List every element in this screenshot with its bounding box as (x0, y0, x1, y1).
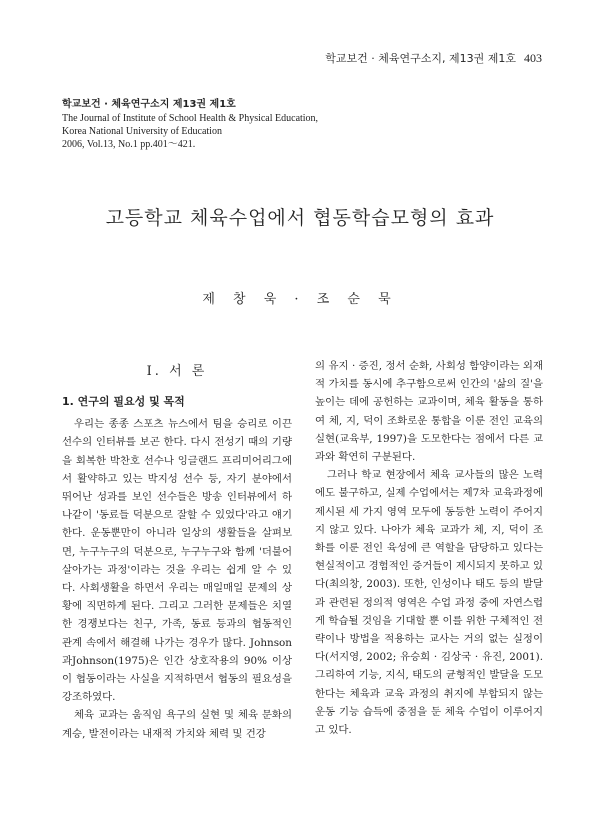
paragraph: 체육 교과는 움직임 욕구의 실현 및 체육 문화의 계승, 발전이라는 내재적 가치와 체력 및 건강 (62, 709, 292, 740)
article-authors: 제 창 욱 · 조 순 묵 (202, 292, 398, 307)
running-header (325, 50, 542, 66)
page-number: 403 (524, 51, 542, 65)
left-column (62, 357, 292, 743)
right-column (315, 357, 543, 739)
university-name: Korea National University of Education (62, 126, 222, 137)
paragraph: 그러나 학교 현장에서 체육 교사들의 많은 노력에도 불구하고, 실제 수업에서는 제7차 교육과정에 제시된 세 가지 영역 모두에 동등한 노력이 주어지지 않고 있다. 나아가 체육 교과가 체, 지, 덕이 조화를 이룬 전인 육성에 큰 역할을 담당하고 있다는 현실적이고 경험적인 증거들이 제시되지 못하고 있다(최의창, 2003). 또한, 인성이나 태도 등의 발달과 관련된 정의적 영역은 수업 과정 중에 자연스럽게 학습될 것임을 기대할 뿐 이를 위한 구체적인 전략이나 방법을 적용하는 교사는 거의 없는 실정이다(서지영, 2002; 유승희 · 김상국 · 유진, 2001). 그리하여 기능, 지식, 태도의 균형적인 발달을 도모한다는 체육과 교육 과정의 취지에 부합되지 않는 운동 기능 습득에 중점을 둔 체육 수업이 이루어지고 있다. (315, 469, 543, 737)
section-title-introduction: Ⅰ. 서 론 (146, 364, 208, 379)
journal-title-en: The Journal of Institute of School Health & Physical Education, (62, 113, 319, 124)
citation-block (62, 98, 318, 151)
running-title: 학교보건 · 체육연구소지, 제13권 제1호 (325, 52, 516, 65)
subsection-title: 1. 연구의 필요성 및 목적 (62, 395, 185, 409)
volume-info: 2006, Vol.13, No.1 pp.401～421. (62, 139, 196, 150)
article-title: 고등학교 체육수업에서 협동학습모형의 효과 (105, 207, 495, 229)
paragraph: 의 유지 · 증진, 정서 순화, 사회성 함양이라는 외재적 가치를 동시에 추구함으로써 인간의 '삶의 질'을 높이는 데에 공헌하는 교과이며, 체육 활동을 통하여 체, 지, 덕이 조화로운 통합을 이룬 전인 교육의 실현(교육부, 1997)을 도모한다는 점에서 다른 교과와 확연히 구분된다. (315, 360, 543, 464)
paragraph: 우리는 종종 스포츠 뉴스에서 팀을 승리로 이끈 선수의 인터뷰를 보곤 한다. 다시 전성기 때의 기량을 회복한 박찬호 선수나 잉글랜드 프리미어리그에서 활약하고 있는 박지성 선수 등, 자기 분야에서 뛰어난 성과를 보인 선수들은 방송 인터뷰에서 하나같이 '동료들 덕분으로 잘할 수 있었다'라고 얘기한다. 운동뿐만이 아니라 일상의 생활들을 살펴보면, 누구누구의 덕분으로, 누구누구와 함께 '더불어 살아가는 과정'이라는 것을 우리는 쉽게 알 수 있다. 사회생활을 하면서 우리는 매일매일 문제의 상황에 직면하게 된다. 그리고 그러한 문제들은 치열한 경쟁보다는 친구, 가족, 동료 등과의 협동적인 관계 속에서 해결해 나가는 경우가 많다. Johnson 과Johnson(1975)은 인간 상호작용의 90% 이상이 협동이라는 사실을 지적하면서 협동의 필요성을 강조하였다. (62, 418, 292, 704)
journal-title-ko: 학교보건 · 체육연구소지 제13권 제1호 (62, 99, 236, 110)
